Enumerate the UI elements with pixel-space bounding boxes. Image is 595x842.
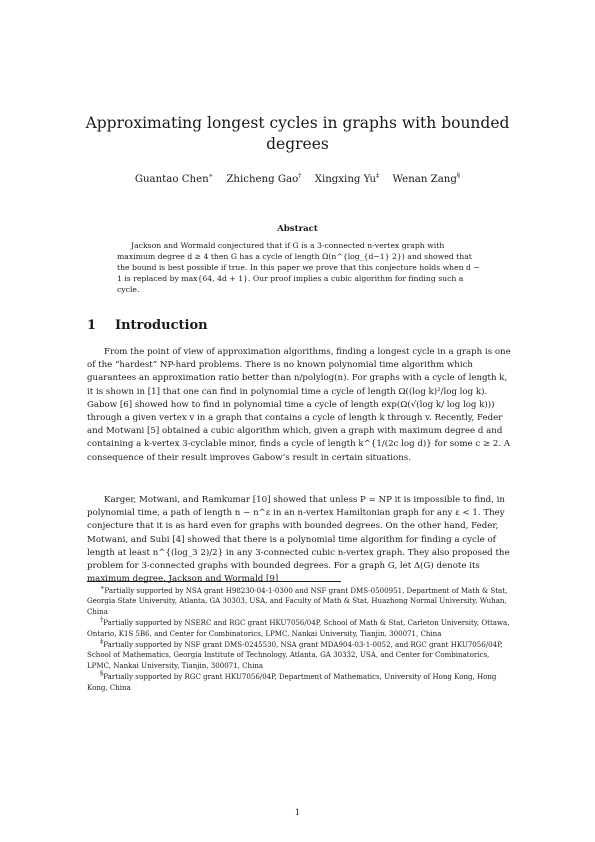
footnote-2: †Partially supported by NSERC and RGC grant HKU7056/04P, School of Math & Stat, Carleton University, Ottawa, Ontario, K1S 5B6, and Center for Combinatorics, LPMC, Nankai University, Tianjin, 300071, China bbox=[87, 615, 510, 638]
footnote-4: §Partially supported by RGC grant HKU7056/04P, Department of Mathematics, University of Hong Kong, Hong Kong, China bbox=[87, 669, 497, 692]
author-2-mark: † bbox=[298, 171, 302, 180]
section-title: Introduction bbox=[115, 318, 208, 333]
author-1: Guantao Chen∗ bbox=[134, 171, 214, 185]
author-2: Zhicheng Gao† bbox=[226, 171, 302, 185]
abstract-text: Jackson and Wormald conjectured that if G is a 3-connected n-vertex graph with maximum degree d ≥ 4 then G has a cycle of length Ω(n^{log_{d−1} 2}) and showed that the bound is best possible if true. In this paper we prove that this conjecture holds when d − 1 is replaced by max{64, 4d + 1}. Our proof implies a cubic algorithm for finding such a cycle. bbox=[117, 241, 480, 294]
author-list bbox=[60, 173, 535, 187]
section-heading bbox=[87, 318, 208, 333]
footnote-1: ∗Partially supported by NSA grant H98230-04-1-0300 and NSF grant DMS-0500951, Department of Math & Stat, Georgia State University, Atlanta, GA 30303, USA, and Faculty of Math & Stat, Huazhong Normal University, Wuhan, China bbox=[87, 583, 508, 616]
page-number: 1 bbox=[294, 808, 301, 818]
body-paragraph-1: From the point of view of approximation algorithms, finding a longest cycle in a graph is one of the “hardest” NP-hard problems. There is no known polynomial time algorithm which guarantees an approximation ratio better than n/polylog(n). For graphs with a cycle of length k, it is shown in [1] that one can find in polynomial time a cycle of length Ω((log k)²/log log k). Gabow [6] showed how to find in polynomial time a cycle of length exp(Ω(√(log k/ log log k))) through a given vertex v in a graph that contains a cycle of length k through v. Recently, Feder and Motwani [5] obtained a cubic algorithm which, given a graph with maximum degree d and containing a k-vertex 3-cyclable minor, finds a cycle of length k^{1/(2c log d)} for some c ≥ 2. A consequence of their result improves Gabow’s result in certain situations. bbox=[87, 347, 511, 463]
footnote-rule bbox=[87, 581, 341, 582]
body-paragraph-2: Karger, Motwani, and Ramkumar [10] showed that unless P = NP it is impossible to find, in polynomial time, a path of length n − n^ε in an n-vertex Hamiltonian graph for any ε < 1. They conjecture that it is as hard even for graphs with bounded degrees. On the other hand, Feder, Motwani, and Subi [4] showed that there is a polynomial time algorithm for finding a cycle of length at least n^{(log_3 2)/2} in any 3-connected cubic n-vertex graph. They also proposed the problem for 3-connected graphs with bounded degrees. For a graph G, let Δ(G) denote its maximum degree. Jackson and Wormald [9] bbox=[87, 495, 510, 585]
author-4-mark: § bbox=[456, 171, 461, 180]
section-number: 1 bbox=[87, 318, 97, 333]
abstract-heading: Abstract bbox=[277, 224, 318, 234]
author-3-mark: ‡ bbox=[376, 171, 380, 180]
footnote-3: ‡Partially supported by NSF grant DMS-0245530, NSA grant MDA904-03-1-0052, and RGC grant HKU7056/04P, School of Mathematics, Georgia Institute of Technology, Atlanta, GA 30332, USA, and Center for Combinatorics, LPMC, Nankai University, Tianjin, 300071, China bbox=[87, 637, 503, 670]
author-3: Xingxing Yu‡ bbox=[314, 171, 380, 185]
footnotes bbox=[87, 583, 511, 694]
author-1-mark: ∗ bbox=[208, 171, 214, 180]
paper-title: Approximating longest cycles in graphs with bounded degrees bbox=[85, 114, 510, 153]
author-4: Wenan Zang§ bbox=[392, 171, 461, 185]
